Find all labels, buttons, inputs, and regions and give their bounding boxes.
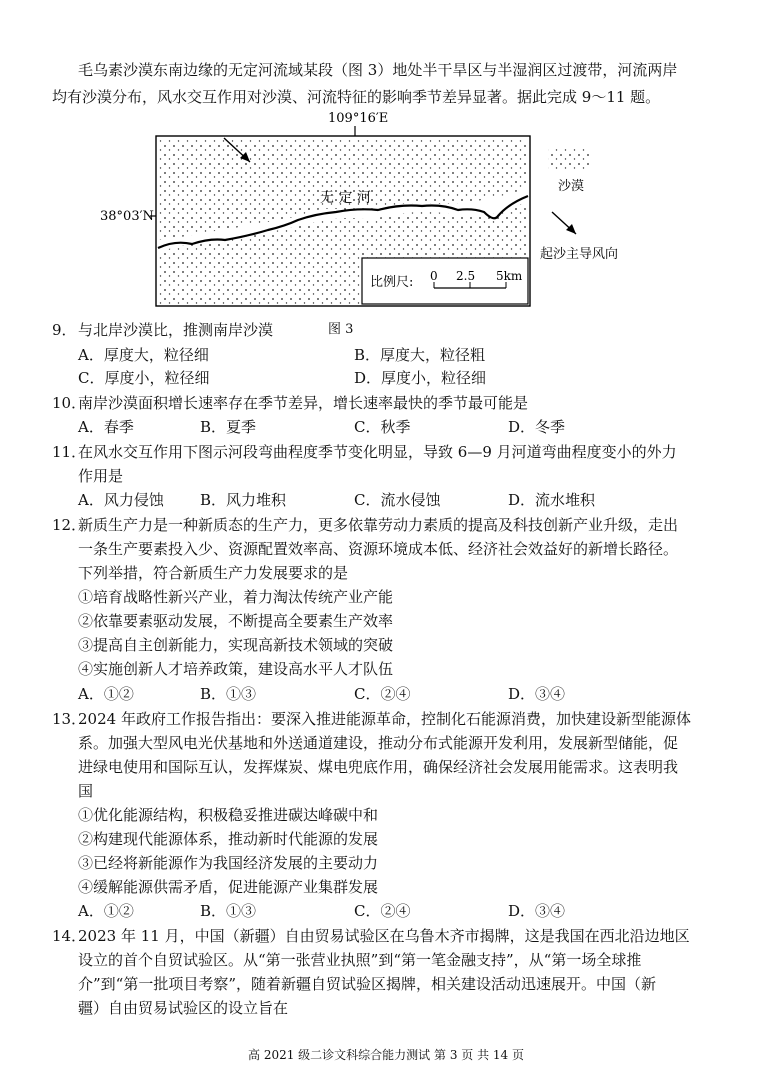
q9-option-b: B．厚度大，粒径粗 <box>354 346 486 364</box>
legend-desert-label: 沙漠 <box>558 179 585 194</box>
q11-number: 11． <box>52 443 87 461</box>
q10-number: 10． <box>52 394 87 412</box>
legend-wind-label: 起沙主导风向 <box>540 247 619 262</box>
q14-stem-line-3: 介”到“第一批项目考察”，随着新疆自贸试验区揭牌，相关建设活动迅速展开。中国（新 <box>78 975 657 993</box>
scale-value-0: 0 <box>430 269 438 283</box>
q12-number: 12． <box>52 516 87 534</box>
figure-3-map <box>100 108 660 338</box>
q13-stem-line-2: 系。加强大型风电光伏基地和外送通道建设，推动分布式能源开发利用，发展新型储能，促 <box>78 734 679 752</box>
q11-option-d: D．流水堆积 <box>508 491 596 509</box>
q9-number: 9． <box>52 321 77 339</box>
q12-stem-line-3: 下列举措，符合新质生产力发展要求的是 <box>78 564 349 582</box>
q13-item-2: ②构建现代能源体系，推动新时代能源的发展 <box>78 830 379 848</box>
q14-stem-line-4: 疆）自由贸易试验区的设立旨在 <box>78 999 289 1017</box>
intro-line-2: 均有沙漠分布，风水交互作用对沙漠、河流特征的影响季节差异显著。据此完成 9～11 题。 <box>52 88 661 106</box>
q12-item-3: ③提高自主创新能力，实现高新技术领域的突破 <box>78 636 394 654</box>
q14-stem-line-1: 2023 年 11 月，中国（新疆）自由贸易试验区在乌鲁木齐市揭牌，这是我国在西北沿边地区 <box>78 927 690 945</box>
q13-option-b: B．①③ <box>200 902 257 920</box>
q12-option-b: B．①③ <box>200 685 257 703</box>
q10-option-c: C．秋季 <box>354 418 411 436</box>
scale-value-1: 2.5 <box>456 269 476 283</box>
q12-item-1: ①培育战略性新兴产业，着力淘汰传统产业产能 <box>78 588 394 606</box>
q12-item-4: ④实施创新人才培养政策，建设高水平人才队伍 <box>78 660 394 678</box>
q9-option-a: A．厚度大，粒径细 <box>78 346 209 364</box>
page-footer: 高 2021 级二诊文科综合能力测试 第 3 页 共 14 页 <box>248 1048 524 1062</box>
q11-option-a: A．风力侵蚀 <box>78 491 164 509</box>
scale-label: 比例尺: <box>370 275 414 290</box>
q13-stem-line-4: 国 <box>78 782 94 800</box>
q14-stem-line-2: 设立的首个自贸试验区。从“第一张营业执照”到“第一笔金融支持”，从“第一场全球推 <box>78 951 642 969</box>
q10-stem: 南岸沙漠面积增长速率存在季节差异，增长速率最快的季节最可能是 <box>78 394 529 412</box>
intro-line-1: 毛乌素沙漠东南边缘的无定河流域某段（图 3）地处半干旱区与半湿润区过渡带，河流两岸 <box>78 61 678 79</box>
q12-stem-line-1: 新质生产力是一种新质态的生产力，更多依靠劳动力素质的提高及科技创新产业升级，走出 <box>78 516 679 534</box>
q13-number: 13． <box>52 710 87 728</box>
q11-stem-line-2: 作用是 <box>78 467 124 485</box>
latitude-label: 38°03′N <box>100 209 154 224</box>
map-svg <box>100 108 660 338</box>
q10-option-d: D．冬季 <box>508 418 566 436</box>
q12-item-2: ②依靠要素驱动发展，不断提高全要素生产效率 <box>78 612 394 630</box>
figure-caption: 图 3 <box>328 322 354 337</box>
q10-option-b: B．夏季 <box>200 418 257 436</box>
legend-wind-arrow-icon <box>552 212 576 234</box>
q13-option-c: C．②④ <box>354 902 411 920</box>
q13-item-4: ④缓解能源供需矛盾，促进能源产业集群发展 <box>78 878 379 896</box>
q12-option-d: D．③④ <box>508 685 566 703</box>
q9-option-d: D．厚度小，粒径细 <box>354 369 487 387</box>
q14-number: 14． <box>52 927 87 945</box>
q11-stem-line-1: 在风水交互作用下图示河段弯曲程度季节变化明显，导致 6—9 月河道弯曲程度变小的外力 <box>78 443 677 461</box>
q13-stem-line-1: 2024 年政府工作报告指出：要深入推进能源革命，控制化石能源消费，加快建设新型能源体 <box>78 710 691 728</box>
legend-desert-swatch <box>548 148 590 172</box>
q12-option-c: C．②④ <box>354 685 411 703</box>
q13-item-3: ③已经将新能源作为我国经济发展的主要动力 <box>78 854 379 872</box>
longitude-label: 109°16′E <box>328 111 389 126</box>
q13-stem-line-3: 进绿电使用和国际互认，发挥煤炭、煤电兜底作用，确保经济社会发展用能需求。这表明我 <box>78 758 679 776</box>
q9-option-c: C．厚度小，粒径细 <box>78 369 210 387</box>
q13-item-1: ①优化能源结构，积极稳妥推进碳达峰碳中和 <box>78 806 379 824</box>
q12-option-a: A．①② <box>78 685 134 703</box>
q11-option-b: B．风力堆积 <box>200 491 287 509</box>
river-label: 无 定 河 <box>320 190 371 206</box>
q12-stem-line-2: 一条生产要素投入少、资源配置效率高、资源环境成本低、经济社会效益好的新增长路径。 <box>78 540 679 558</box>
q13-option-d: D．③④ <box>508 902 566 920</box>
q10-option-a: A．春季 <box>78 418 134 436</box>
q13-option-a: A．①② <box>78 902 134 920</box>
q11-option-c: C．流水侵蚀 <box>354 491 441 509</box>
scale-value-2: 5km <box>496 269 523 283</box>
q9-stem: 与北岸沙漠比，推测南岸沙漠 <box>78 321 274 339</box>
